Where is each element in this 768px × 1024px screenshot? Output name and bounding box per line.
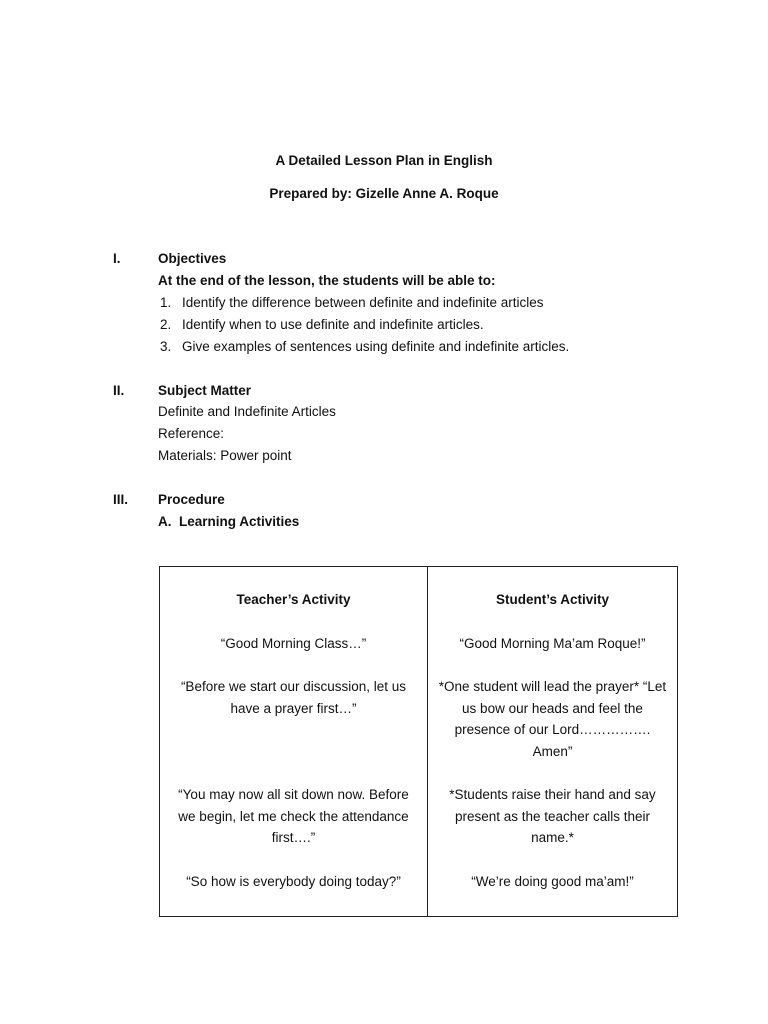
objective-number: 3. xyxy=(160,339,172,354)
section-3-subheading: A. Learning Activities xyxy=(158,514,300,529)
objective-text: Identify when to use definite and indefinite articles. xyxy=(182,317,484,332)
subject-topic: Definite and Indefinite Articles xyxy=(158,404,336,419)
document-title: A Detailed Lesson Plan in English xyxy=(275,153,493,168)
student-line: *One student will lead the prayer* “Let us bow our heads and feel the presence of our Lord……………. Amen” xyxy=(438,679,667,759)
teacher-activity-header: Teacher’s Activity xyxy=(236,592,351,607)
student-line: *Students raise their hand and say present as the teacher calls their name.* xyxy=(449,787,656,846)
prepared-by: Prepared by: Gizelle Anne A. Roque xyxy=(269,186,499,201)
teacher-column xyxy=(160,567,428,917)
student-line: “We’re doing good ma’am!” xyxy=(471,873,634,889)
objective-item xyxy=(160,295,544,310)
objective-item xyxy=(160,339,569,354)
objective-text: Identify the difference between definite and indefinite articles xyxy=(182,295,544,310)
section-3-heading: Procedure xyxy=(158,492,225,507)
activities-table xyxy=(159,566,678,917)
subject-materials: Materials: Power point xyxy=(158,448,292,463)
section-2-heading: Subject Matter xyxy=(158,383,252,398)
section-3-numeral: III. xyxy=(113,492,129,507)
objective-text: Give examples of sentences using definite and indefinite articles. xyxy=(182,339,570,354)
objective-item xyxy=(160,317,484,332)
objective-number: 2. xyxy=(160,317,172,332)
section-1-numeral: I. xyxy=(113,251,121,266)
teacher-line: “Before we start our discussion, let us have a prayer first…” xyxy=(180,679,407,716)
student-column xyxy=(428,567,678,917)
section-1-heading: Objectives xyxy=(158,251,227,266)
objectives-intro: At the end of the lesson, the students will be able to: xyxy=(158,273,496,288)
teacher-line: “Good Morning Class…” xyxy=(220,635,367,651)
section-2-numeral: II. xyxy=(113,383,125,398)
teacher-line: “So how is everybody doing today?” xyxy=(186,873,401,889)
teacher-line: “You may now all sit down now. Before we begin, let me check the attendance first….” xyxy=(178,787,409,846)
student-activity-header: Student’s Activity xyxy=(495,592,610,607)
objective-number: 1. xyxy=(160,295,172,310)
subject-reference: Reference: xyxy=(158,426,225,441)
student-line: “Good Morning Ma’am Roque!” xyxy=(459,635,646,651)
